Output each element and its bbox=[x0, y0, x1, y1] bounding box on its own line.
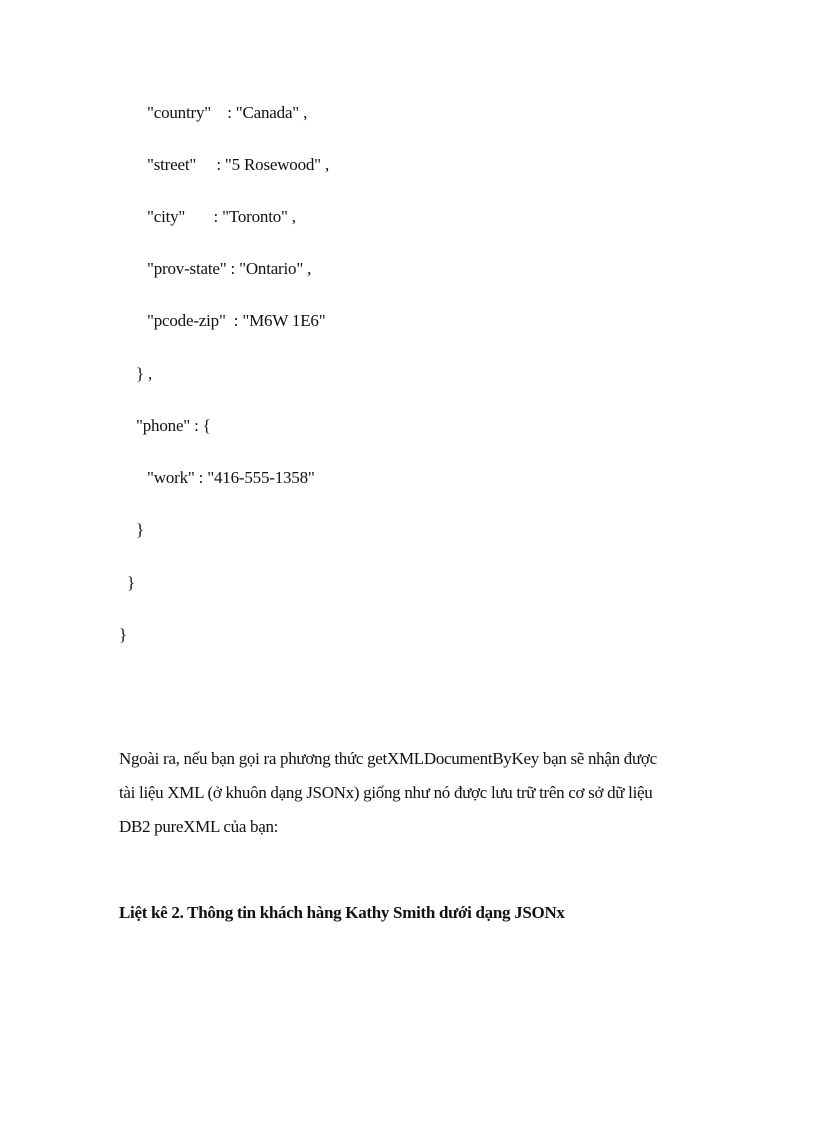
paragraph-line: DB2 pureXML của bạn: bbox=[119, 817, 279, 836]
code-line-customer-close: } bbox=[127, 573, 135, 592]
code-line-country: "country" : "Canada" , bbox=[147, 103, 308, 122]
code-line-phone-close: } bbox=[136, 520, 144, 539]
code-line-street: "street" : "5 Rosewood" , bbox=[147, 155, 330, 174]
paragraph-line: Ngoài ra, nếu bạn gọi ra phương thức getXMLDocumentByKey bạn sẽ nhận được bbox=[119, 749, 657, 768]
code-line-phone-open: "phone" : { bbox=[136, 416, 211, 435]
code-line-address-close: } , bbox=[136, 364, 153, 383]
code-line-city: "city" : "Toronto" , bbox=[147, 207, 296, 226]
code-line-prov-state: "prov-state" : "Ontario" , bbox=[147, 259, 312, 278]
listing-heading: Liệt kê 2. Thông tin khách hàng Kathy Smith dưới dạng JSONx bbox=[119, 903, 565, 922]
code-line-root-close: } bbox=[119, 625, 127, 644]
paragraph-line: tài liệu XML (ở khuôn dạng JSONx) giống như nó được lưu trữ trên cơ sở dữ liệu bbox=[119, 783, 653, 802]
code-line-work: "work" : "416-555-1358" bbox=[147, 468, 315, 487]
code-line-pcode-zip: "pcode-zip" : "M6W 1E6" bbox=[147, 311, 326, 330]
